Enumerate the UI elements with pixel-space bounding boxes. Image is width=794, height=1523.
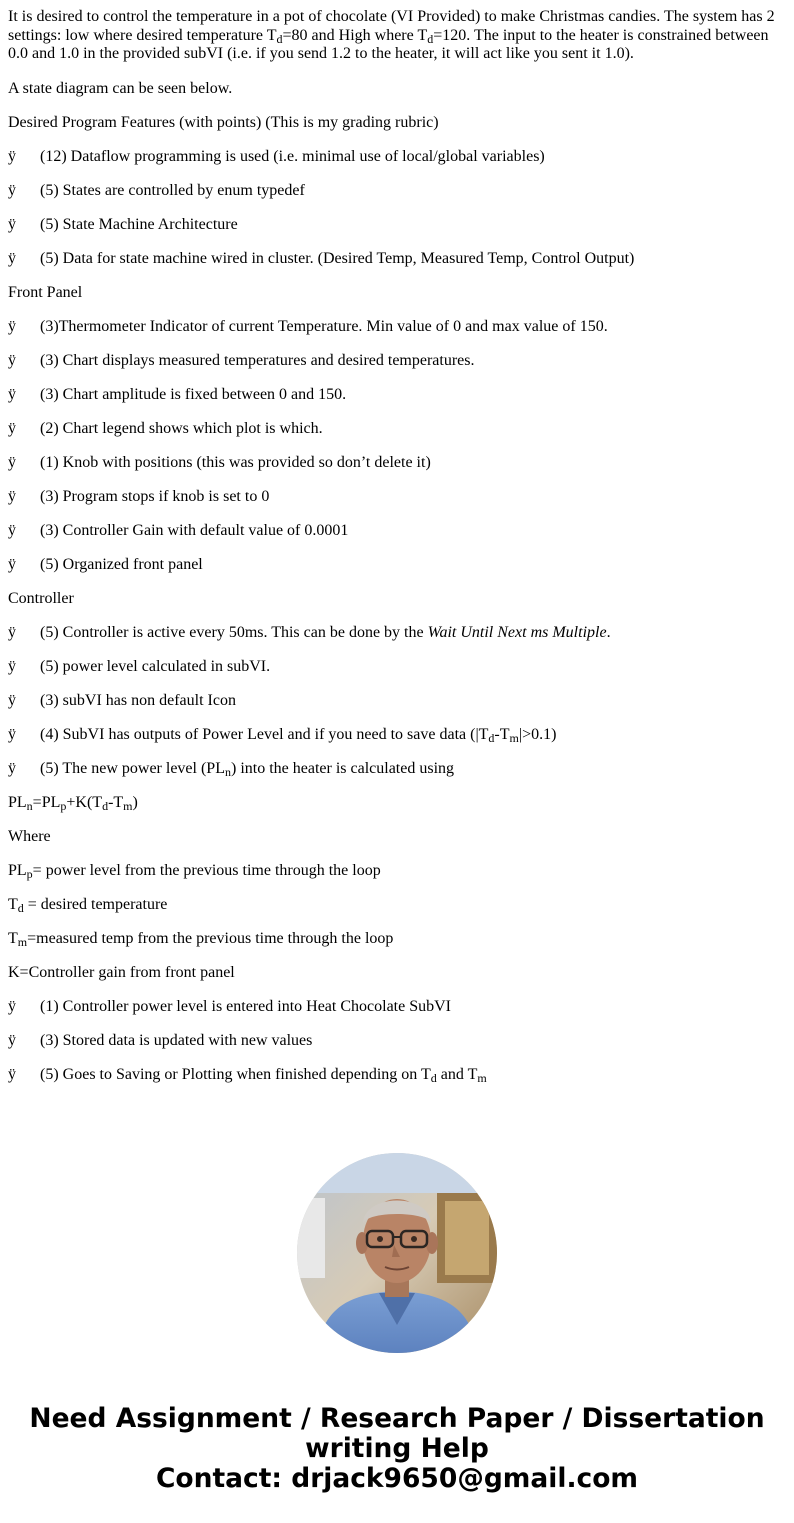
bullet-icon: ÿ — [8, 759, 16, 777]
bullet-icon: ÿ — [8, 249, 16, 267]
bullet-icon: ÿ — [8, 691, 16, 709]
bullet-icon: ÿ — [8, 453, 16, 471]
list-item: ÿ (3) Chart amplitude is fixed between 0 and 150. — [8, 385, 347, 403]
front-panel-heading: Front Panel — [8, 283, 83, 301]
list-item: ÿ (3) subVI has non default Icon — [8, 691, 236, 709]
definition-td: $T_d$ = desired temperature — [8, 895, 168, 915]
avatar — [297, 1153, 497, 1353]
list-item: ÿ (3) Chart displays measured temperatures and desired temperatures. — [8, 351, 475, 369]
list-item: ÿ (5) Controller is active every 50ms. This can be done by the Wait Until Next ms Multiple. — [8, 623, 611, 641]
list-item: ÿ (12) Dataflow programming is used (i.e. minimal use of local/global variables) — [8, 147, 545, 165]
definition-k: K=Controller gain from front panel — [8, 963, 235, 981]
bullet-icon: ÿ — [8, 1065, 16, 1083]
list-item: ÿ (3)Thermometer Indicator of current Temperature. Min value of 0 and max value of 150. — [8, 317, 608, 335]
list-item: ÿ (3) Controller Gain with default value of 0.0001 — [8, 521, 349, 539]
bullet-icon: ÿ — [8, 215, 16, 233]
footer-line-1: Need Assignment / Research Paper / Dissertation — [29, 1403, 765, 1434]
list-item: ÿ (5) States are controlled by enum typedef — [8, 181, 305, 199]
bullet-icon: ÿ — [8, 521, 16, 539]
footer-line-2: writing Help — [305, 1433, 489, 1464]
bullet-icon: ÿ — [8, 317, 16, 335]
list-item: ÿ (5) Data for state machine wired in cluster. (Desired Temp, Measured Temp, Control Output) — [8, 249, 635, 267]
list-item: ÿ (5) The new power level $(PL_n)$ into the heater is calculated using — [8, 759, 455, 779]
bullet-icon: ÿ — [8, 487, 16, 505]
bullet-icon: ÿ — [8, 351, 16, 369]
bullet-icon: ÿ — [8, 555, 16, 573]
list-item: ÿ (3) Program stops if knob is set to 0 — [8, 487, 270, 505]
bullet-icon: ÿ — [8, 1031, 16, 1049]
document-body — [8, 8, 786, 1100]
formula: $PL_n=PL_p+K(T_d-T_m)$ — [8, 793, 138, 813]
footer-banner — [0, 1404, 794, 1494]
bullet-icon: ÿ — [8, 419, 16, 437]
bullet-icon: ÿ — [8, 623, 16, 641]
bullet-icon: ÿ — [8, 997, 16, 1015]
list-item: ÿ (3) Stored data is updated with new values — [8, 1031, 313, 1049]
definition-tm: $T_m=measured$ temp from the previous time through the loop — [8, 929, 394, 949]
list-item: ÿ (4) SubVI has outputs of Power Level and if you need to save data $(|T_d-T_m|>0.1)$ — [8, 725, 557, 745]
bullet-icon: ÿ — [8, 385, 16, 403]
list-item: ÿ (5) Goes to Saving or Plotting when finished depending on $T_d$ and $T_m$ — [8, 1065, 487, 1085]
state-diagram-note: A state diagram can be seen below. — [8, 79, 233, 97]
bullet-icon: ÿ — [8, 181, 16, 199]
definition-plp: $PL_p=$ power level from the previous time through the loop — [8, 861, 381, 881]
bullet-icon: ÿ — [8, 725, 16, 743]
portrait-image — [297, 1153, 497, 1353]
list-item: ÿ (2) Chart legend shows which plot is which. — [8, 419, 323, 437]
intro-paragraph: It is desired to control the temperature in a pot of chocolate (VI Provided) to make Christmas candies. The system has 2 settings: low where desired temperature $T_d=80$ and High where $T_d=120$. The input to the heater is constrained between 0.0 and 1.0 in the provided subVI (i.e. if you send 1.2 to the heater, it will act like you sent it 1.0). — [8, 8, 775, 62]
list-item: ÿ (1) Knob with positions (this was provided so don’t delete it) — [8, 453, 431, 471]
bullet-icon: ÿ — [8, 657, 16, 675]
where-label: Where — [8, 827, 51, 845]
list-item: ÿ (5) power level calculated in subVI. — [8, 657, 271, 675]
bullet-icon: ÿ — [8, 147, 16, 165]
controller-heading: Controller — [8, 589, 74, 607]
list-item: ÿ (1) Controller power level is entered into Heat Chocolate SubVI — [8, 997, 451, 1015]
footer-contact: Contact: drjack9650@gmail.com — [155, 1463, 639, 1494]
list-item: ÿ (5) State Machine Architecture — [8, 215, 238, 233]
list-item: ÿ (5) Organized front panel — [8, 555, 203, 573]
features-heading: Desired Program Features (with points) (This is my grading rubric) — [8, 113, 439, 131]
